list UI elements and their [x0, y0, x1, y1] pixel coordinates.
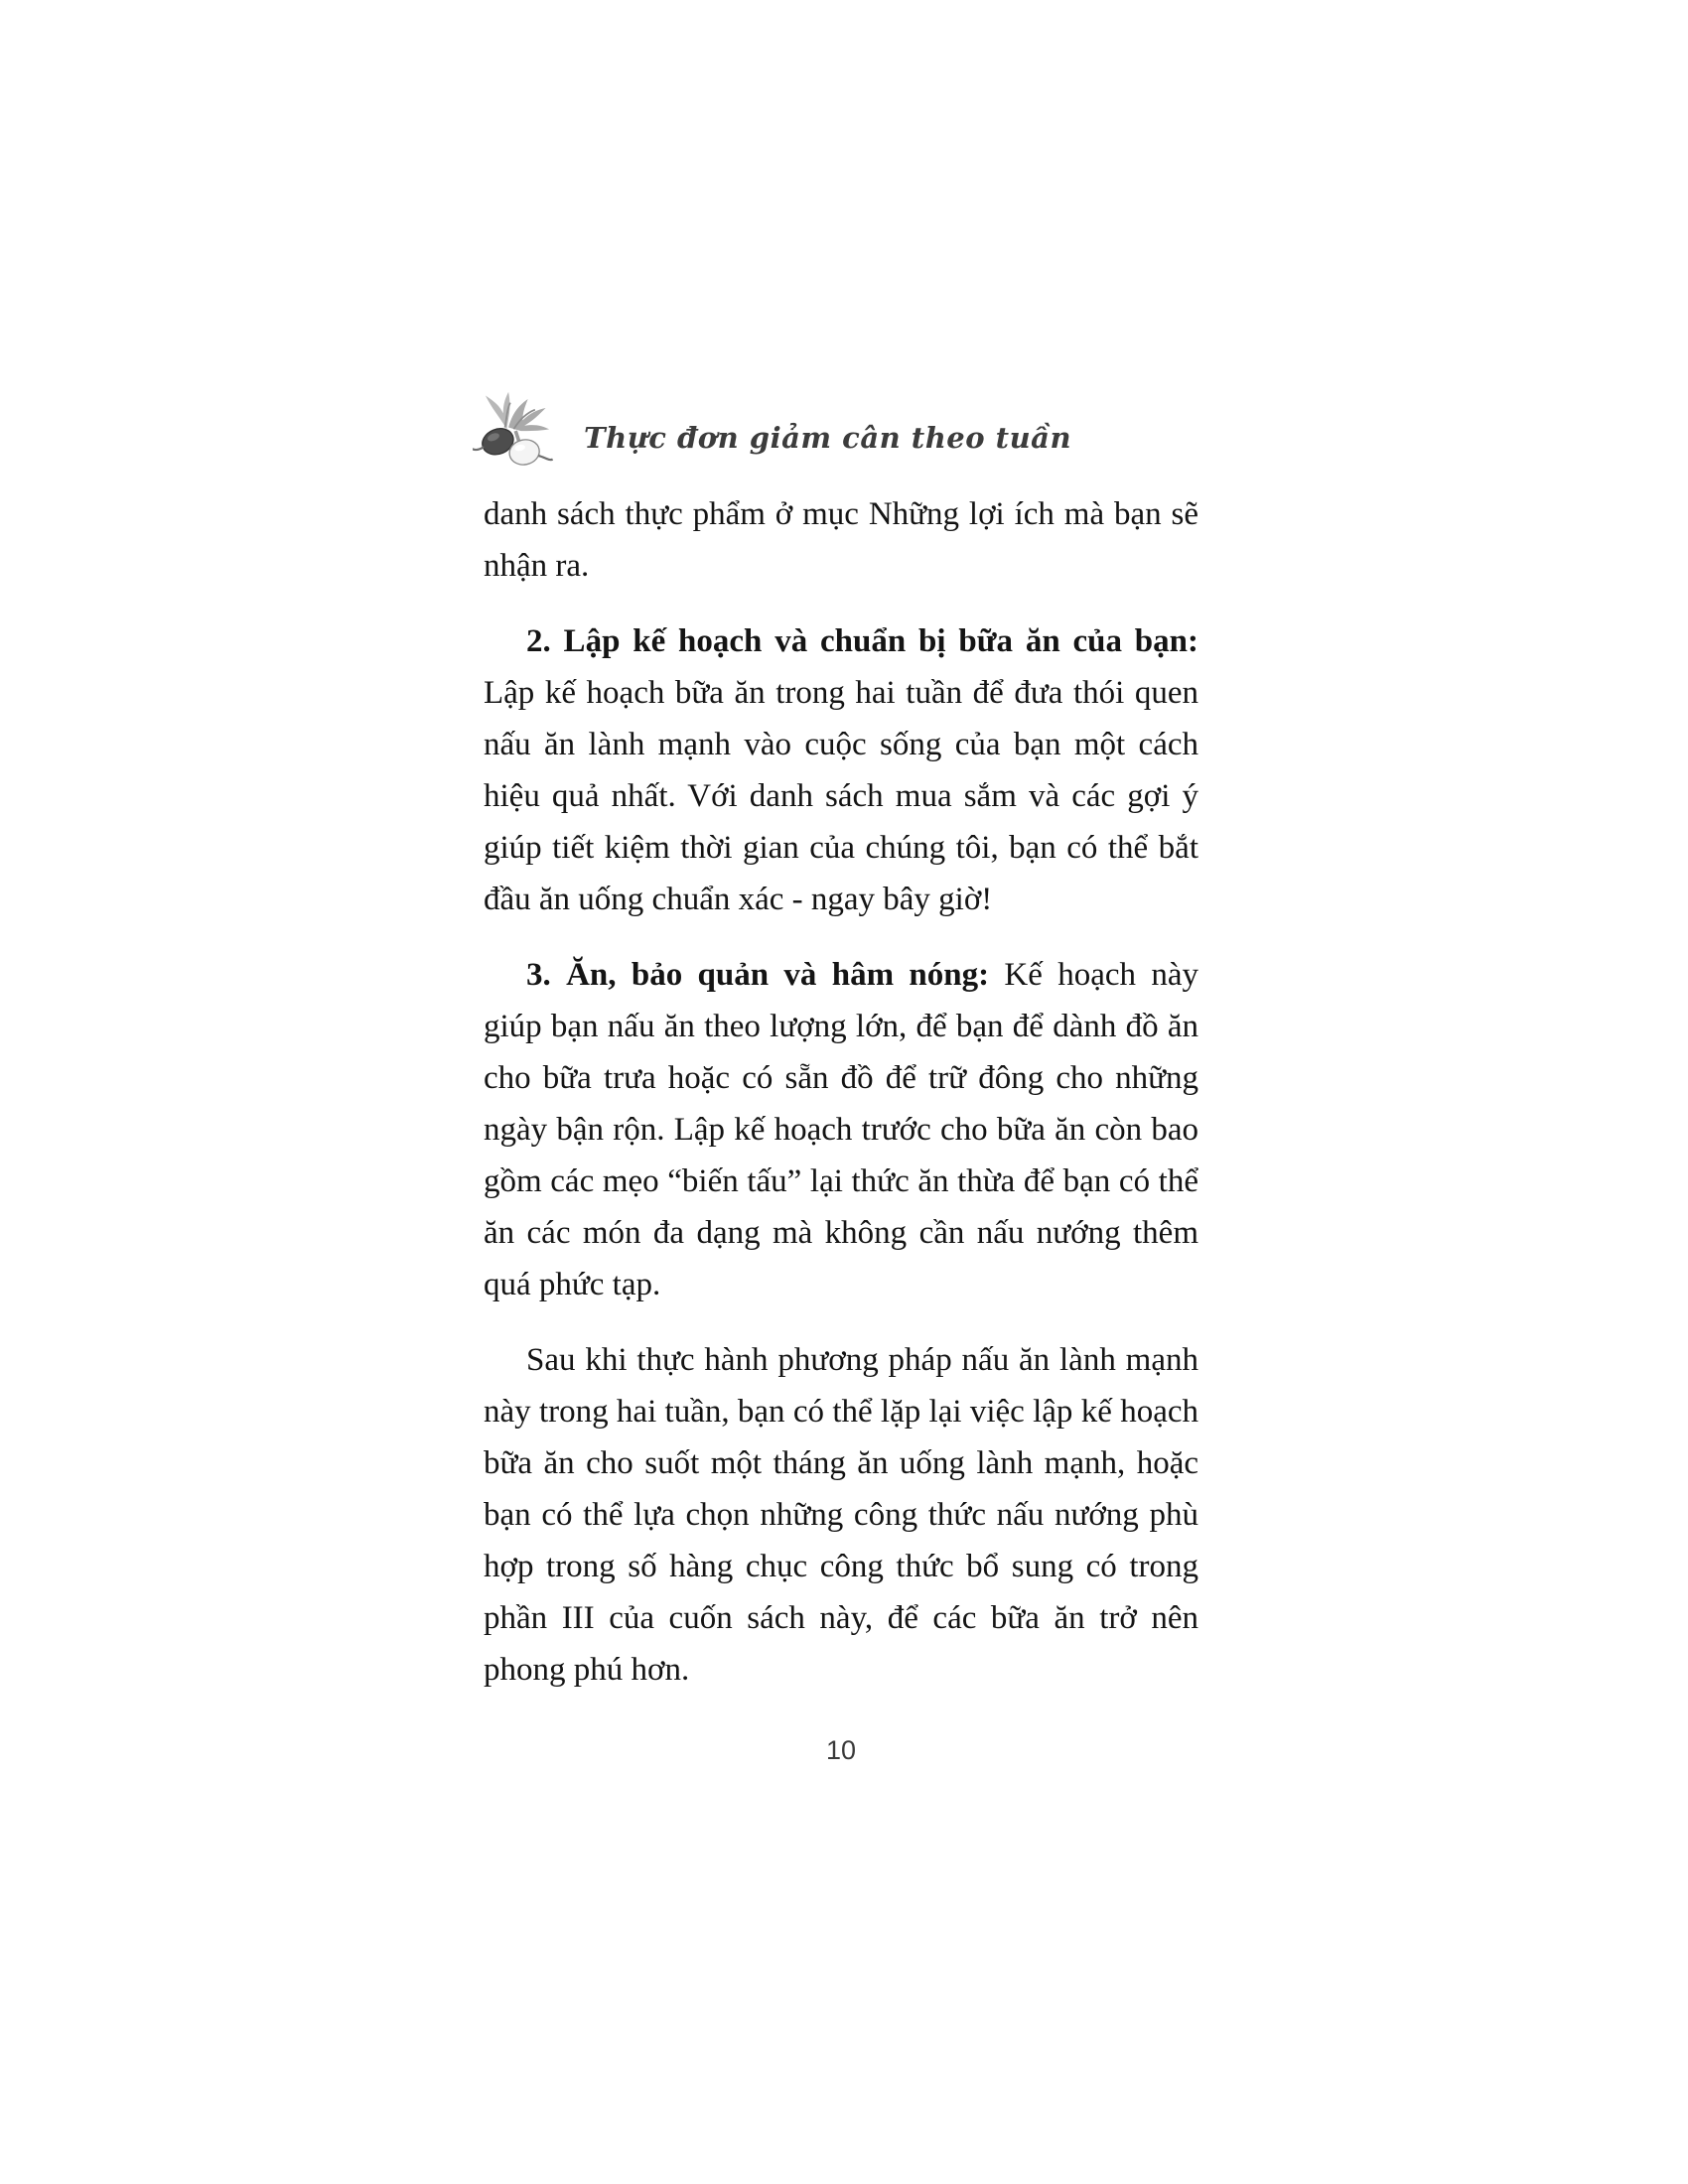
paragraph-lead: 2. Lập kế hoạch và chuẩn bị bữa ăn của bạn: [526, 623, 1198, 659]
page-number: 10 [825, 1735, 857, 1765]
paragraph-lead: 3. Ăn, bảo quản và hâm nóng: [526, 957, 990, 993]
radish-icon [473, 383, 562, 480]
paragraph: danh sách thực phẩm ở mục Những lợi ích mà bạn sẽ nhận ra. [484, 496, 1198, 584]
paragraph: 3. Ăn, bảo quản và hâm nóng: Kế hoạch này giúp bạn nấu ăn theo lượng lớn, để bạn để dành đồ ăn cho bữa trưa hoặc có sẵn đồ để trữ đông cho những ngày bận rộn. Lập kế hoạch trước cho bữa ăn còn bao gồm các mẹo “biến tấu” lại thức ăn thừa để bạn có thể ăn các món đa dạng mà không cần nấu nướng thêm quá phức tạp. [484, 957, 1198, 1302]
running-header-title: Thực đơn giảm cân theo tuần [584, 421, 1072, 455]
running-header [473, 383, 1071, 480]
paragraph: 2. Lập kế hoạch và chuẩn bị bữa ăn của bạn: Lập kế hoạch bữa ăn trong hai tuần để đưa thói quen nấu ăn lành mạnh vào cuộc sống của bạn một cách hiệu quả nhất. Với danh sách mua sắm và các gợi ý giúp tiết kiệm thời gian của chúng tôi, bạn có thể bắt đầu ăn uống chuẩn xác - ngay bây giờ! [484, 623, 1198, 917]
page-body-text [484, 488, 1198, 1719]
paragraph: Sau khi thực hành phương pháp nấu ăn lành mạnh này trong hai tuần, bạn có thể lặp lại việc lập kế hoạch bữa ăn cho suốt một tháng ăn uống lành mạnh, hoặc bạn có thể lựa chọn những công thức nấu nướng phù hợp trong số hàng chục công thức bổ sung có trong phần III của cuốn sách này, để các bữa ăn trở nên phong phú hơn. [484, 1342, 1198, 1688]
